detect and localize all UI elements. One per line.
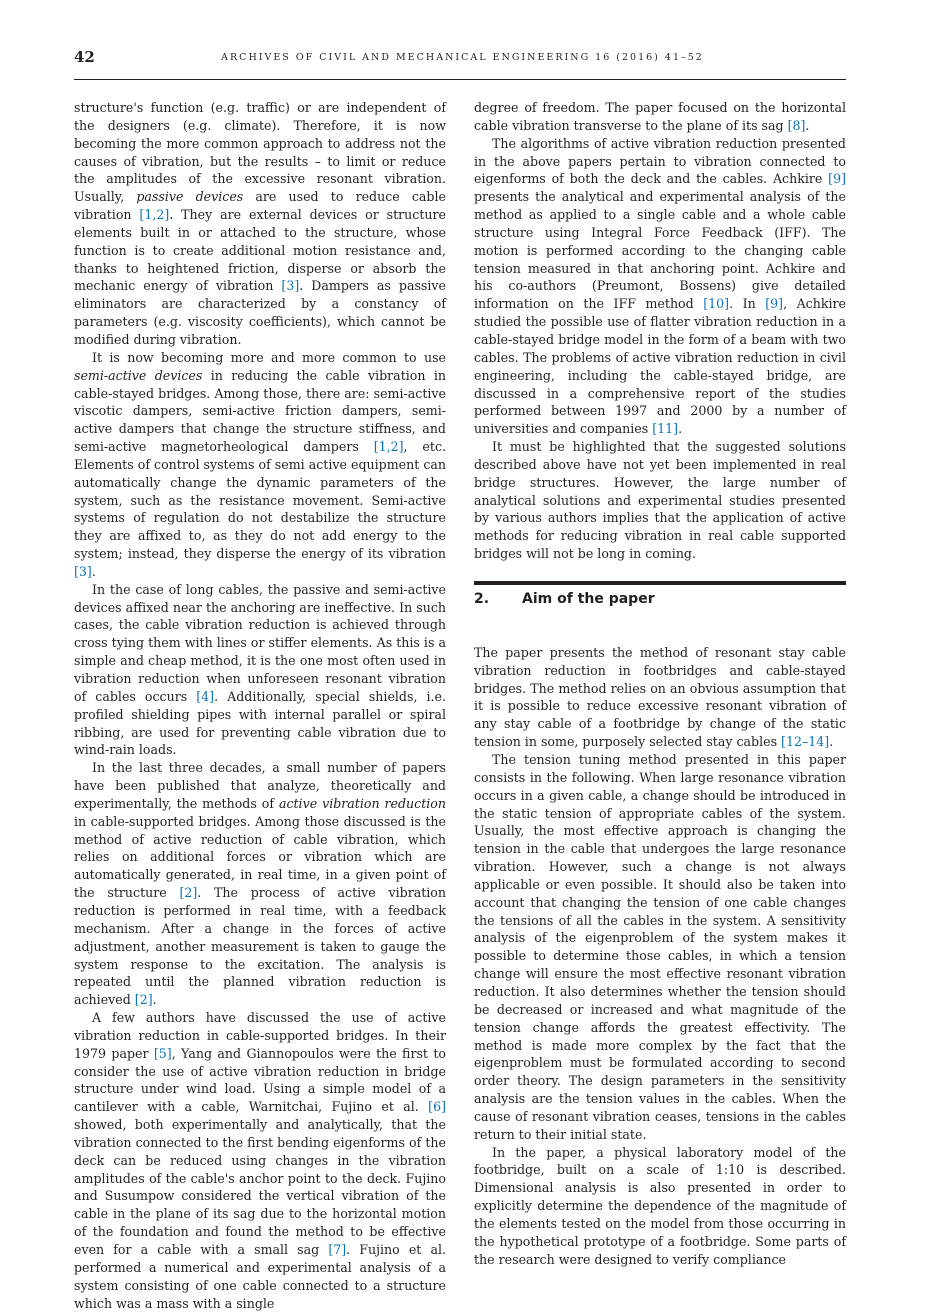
running-head: ARCHIVES OF CIVIL AND MECHANICAL ENGINEERING 16 (2016) 41–52 bbox=[221, 52, 704, 63]
paragraph: The tension tuning method presented in this paper consists in the following. When large resonance vibration occurs in a given cable, a change should be introduced in the static tension of appropriate cables of the system. Usually, the most effective approach is changing the tension in the cable that undergoes the large resonance vibration. However, such a change is not always applicable or even possible. It should also be taken into account that changing the tension of one cable changes the tensions of all the cables in the system. A sensitivity analysis of the eigenproblem of the system makes it possible to determine those cables, in which a tension change will ensure the most effective resonant vibration reduction. It also determines whether the tension should be decreased or increased and what magnitude of the tension change affords the greatest effectivity. The method is made more complex by the fact that the eigenproblem must be formulated according to second order theory. The design parameters in the sensitivity analysis are the tension values in the cables. When the cause of resonant vibration ceases, tensions in the cables return to their initial state. bbox=[474, 752, 846, 1142]
section-heading bbox=[474, 588, 846, 610]
section-title: Aim of the paper bbox=[522, 590, 655, 607]
right-column bbox=[474, 99, 846, 1268]
paragraph: In the last three decades, a small number of papers have been published that analyze, theoretically and experimentally, the methods of active vibration reduction in cable-supported bridges. Among those discussed is the method of active reduction of cable vibration, which relies on additional forces or vibration which are automatically generated, in real time, in a given point of the structure [2]. The process of active vibration reduction is performed in real time, with a feedback mechanism. After a change in the forces of active adjustment, another measurement is taken to gauge the system response to the excitation. The analysis is repeated until the planned vibration reduction is achieved [2]. bbox=[74, 760, 447, 1008]
citation-link[interactable]: [2] bbox=[134, 992, 153, 1008]
citation-link[interactable]: [6] bbox=[428, 1099, 446, 1115]
citation-link[interactable]: [5] bbox=[153, 1045, 172, 1061]
paragraph: It is now becoming more and more common to use semi-active devices in reducing the cable vibration in cable-stayed bridges. Among those, there are: semi-active viscotic dampers, semi-active friction dampers, semi-active dampers that change the structure stiffness, and semi-active magnetorheological dampers [1,2], etc. Elements of control systems of semi active equipment can automatically change the dynamic parameters of the system, such as the resistance movement. Semi-active systems of regulation do not destabilize the structure they are affixed to, as they do not add energy to the system; instead, they disperse the energy of its vibration [3]. bbox=[74, 349, 446, 579]
citation-link[interactable]: [1,2] bbox=[373, 439, 404, 455]
header-rule bbox=[74, 79, 846, 80]
paragraph: In the paper, a physical laboratory model of the footbridge, built on a scale of 1:10 is described. Dimensional analysis is also presented in order to explicitly determine the dependence of the magnitude of the elements tested on the model from those occurring in the hypothetical prototype of a footbridge. Some parts of the research were designed to verify compliance bbox=[474, 1144, 846, 1267]
section-number: 2. bbox=[474, 590, 490, 607]
paragraph: A few authors have discussed the use of active vibration reduction in cable-supported bridges. In their 1979 paper [5], Yang and Giannopoulos were the first to consider the use of active vibration reduction in bridge structure under wind load. Using a simple model of a cantilever with a cable, Warnitchai, Fujino et al. [6] showed, both experimentally and analytically, that the vibration connected to the first bending eigenforms of the deck can be reduced using changes in the vibration amplitudes of the cable's anchor point to the deck. Fujino and Susumpow considered the vertical vibration of the cable in the plane of its sag due to the horizontal motion of the foundation and found the method to be effective even for a cable with a small sag [7]. Fujino et al. performed a numerical and experimental analysis of a system consisting of one cable connected to a structure which was a mass with a single bbox=[74, 1010, 446, 1311]
paragraph: The paper presents the method of resonant stay cable vibration reduction in footbridges and cable-stayed bridges. The method relies on an obvious assumption that it is possible to reduce excessive resonant vibration of any stay cable of a footbridge by change of the static tension in some, purposely selected stay cables [12–14]. bbox=[474, 644, 846, 750]
citation-link[interactable]: [3] bbox=[281, 278, 300, 294]
citation-link[interactable]: [9] bbox=[828, 171, 846, 187]
paragraph: It must be highlighted that the suggested solutions described above have not yet been implemented in real bridge structures. However, the large number of analytical solutions and experimental studies presented by various authors implies that the application of active methods for reducing vibration in real cable supported bridges will not be long in coming. bbox=[474, 439, 846, 562]
paragraph: degree of freedom. The paper focused on the horizontal cable vibration transverse to the plane of its sag [8]. bbox=[474, 100, 846, 133]
section-rule bbox=[474, 581, 846, 585]
paragraph: The algorithms of active vibration reduction presented in the above papers pertain to vibration connected to eigenforms of both the deck and the cables. Achkire [9] presents the analytical and experimental analysis of the method as applied to a single cable and a whole cable structure using Integral Force Feedback (IFF). The motion is performed according to the changing cable tension measured in that anchoring point. Achkire and his co-authors (Preumont, Bossens) give detailed information on the IFF method [10]. In [9], Achkire studied the possible use of flatter vibration reduction in a cable-stayed bridge model in the form of a beam with two cables. The problems of active vibration reduction in civil engineering, including the cable-stayed bridge, are discussed in a comprehensive report of the studies performed between 1997 and 2000 by a number of universities and companies [11]. bbox=[474, 135, 846, 437]
citation-link[interactable]: [3] bbox=[74, 563, 92, 579]
citation-link[interactable]: [2] bbox=[179, 885, 198, 901]
citation-link[interactable]: [4] bbox=[196, 688, 215, 704]
citation-link[interactable]: [8] bbox=[787, 117, 806, 133]
citation-link[interactable]: [12–14] bbox=[781, 734, 830, 750]
citation-link[interactable]: [1,2] bbox=[139, 207, 170, 223]
citation-link[interactable]: [7] bbox=[328, 1242, 347, 1257]
paragraph: structure's function (e.g. traffic) or are independent of the designers (e.g. climate). Therefore, it is now becoming the more common approach to address not the causes of vibration, but the results – to limit or reduce the amplitudes of the excessive resonant vibration. Usually, passive devices are used to reduce cable vibration [1,2]. They are external devices or structure elements built in or attached to the structure, whose function is to create additional motion resistance and, thanks to heightened friction, disperse or absorb the mechanic energy of vibration [3]. Dampers as passive eliminators are characterized by a constancy of parameters (e.g. viscosity coefficients), which cannot be modified during vibration. bbox=[74, 100, 446, 347]
citation-link[interactable]: [11] bbox=[652, 421, 679, 437]
citation-link[interactable]: [9] bbox=[765, 296, 784, 312]
left-column bbox=[74, 99, 446, 1312]
paragraph: In the case of long cables, the passive and semi-active devices affixed near the anchoring are ineffective. In such cases, the cable vibration reduction is achieved through cross tying them with lines or stiffer elements. As this is a simple and cheap method, it is the one most often used in vibration reduction when unforeseen resonant vibration of cables occurs [4]. Additionally, special shields, i.e. profiled shielding pipes with internal parallel or spiral ribbing, are used for preventing cable vibration due to wind-rain loads. bbox=[74, 581, 446, 758]
citation-link[interactable]: [10] bbox=[703, 296, 730, 312]
page-number: 42 bbox=[74, 48, 95, 66]
